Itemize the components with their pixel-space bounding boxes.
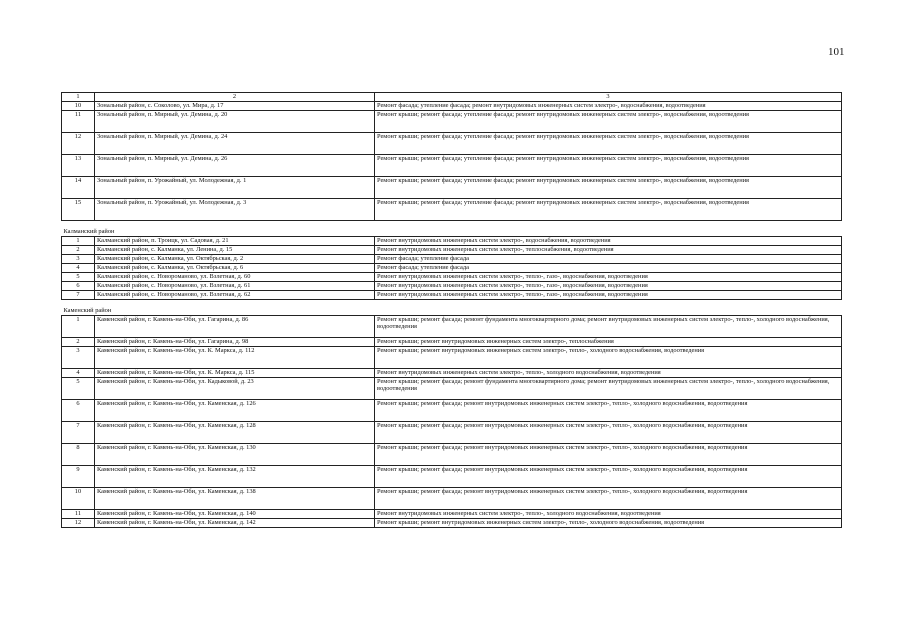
table-row [62, 281, 842, 290]
row-address: Зональный район, п. Мирный, ул. Демина, д. 26 [95, 154, 375, 176]
row-works: Ремонт внутридомовых инженерных систем электро-, водоснабжения, водоотведения [375, 236, 842, 245]
row-address: Зональный район, п. Мирный, ул. Демина, д. 20 [95, 110, 375, 132]
row-number: 2 [62, 337, 95, 346]
row-number: 11 [62, 110, 95, 132]
row-address: Каменский район, г. Камень-на-Оби, ул. Каменская, д. 132 [95, 465, 375, 487]
works-table-body [62, 93, 842, 528]
table-row [62, 132, 842, 154]
row-address: Каменский район, г. Камень-на-Оби, ул. Гагарина, д. 98 [95, 337, 375, 346]
row-works: Ремонт крыши; ремонт фасада; утепление фасада; ремонт внутридомовых инженерных систем электро-, водоснабжения, водоотведения [375, 132, 842, 154]
row-address: Зональный район, с. Соколово, ул. Мира, д. 17 [95, 101, 375, 110]
row-works: Ремонт фасада; утепление фасада; ремонт внутридомовых инженерных систем электро-, водоснабжения, водоотведения [375, 101, 842, 110]
row-works: Ремонт внутридомовых инженерных систем электро-, тепло-, холодного водоснабжения, водоотведения [375, 509, 842, 518]
row-address: Каменский район, г. Камень-на-Оби, ул. Каменская, д. 128 [95, 421, 375, 443]
row-number: 9 [62, 465, 95, 487]
row-number: 6 [62, 281, 95, 290]
table-row [62, 290, 842, 299]
row-number: 8 [62, 443, 95, 465]
table-row [62, 110, 842, 132]
table-row [62, 443, 842, 465]
row-address: Калманский район, с. Калманка, ул. Ленина, д. 15 [95, 245, 375, 254]
row-works: Ремонт крыши; ремонт фасада; ремонт внутридомовых инженерных систем электро-, тепло-, холодного водоснабжения, водоотведения [375, 421, 842, 443]
row-address: Каменский район, г. Камень-на-Оби, ул. Каменская, д. 138 [95, 487, 375, 509]
row-number: 11 [62, 509, 95, 518]
table-row [62, 315, 842, 337]
table-row [62, 518, 842, 527]
row-number: 3 [62, 346, 95, 368]
row-address: Калманский район, с. Новороманово, ул. Взлетная, д. 61 [95, 281, 375, 290]
row-number: 5 [62, 272, 95, 281]
table-row [62, 263, 842, 272]
row-works: Ремонт крыши; ремонт фасада; ремонт фундамента многоквартирного дома; ремонт внутридомовых инженерных систем электро-, тепло-, холодного водоснабжения, водоотведения [375, 315, 842, 337]
row-works: Ремонт крыши; ремонт внутридомовых инженерных систем электро-, теплоснабжения [375, 337, 842, 346]
row-number: 13 [62, 154, 95, 176]
section-title: Каменский район [62, 299, 842, 315]
row-address: Каменский район, г. Камень-на-Оби, ул. Каменская, д. 130 [95, 443, 375, 465]
row-works: Ремонт фасада; утепление фасада [375, 263, 842, 272]
row-address: Каменский район, г. Камень-на-Оби, ул. К. Маркса, д. 112 [95, 346, 375, 368]
row-address: Каменский район, г. Камень-на-Оби, ул. Гагарина, д. 86 [95, 315, 375, 337]
row-number: 7 [62, 290, 95, 299]
row-number: 2 [62, 245, 95, 254]
table-row [62, 509, 842, 518]
row-works: Ремонт крыши; ремонт фасада; ремонт внутридомовых инженерных систем электро-, тепло-, холодного водоснабжения, водоотведения [375, 443, 842, 465]
table-row [62, 272, 842, 281]
header-col-3: 3 [375, 93, 842, 102]
row-number: 12 [62, 518, 95, 527]
row-number: 4 [62, 368, 95, 377]
table-row [62, 421, 842, 443]
row-number: 15 [62, 198, 95, 220]
row-number: 4 [62, 263, 95, 272]
row-works: Ремонт крыши; ремонт фасада; ремонт фундамента многоквартирного дома; ремонт внутридомовых инженерных систем электро-, тепло-, холодного водоснабжения, водоотведения [375, 377, 842, 399]
row-works: Ремонт крыши; ремонт фасада; ремонт внутридомовых инженерных систем электро-, тепло-, холодного водоснабжения, водоотведения [375, 465, 842, 487]
row-address: Каменский район, г. Камень-на-Оби, ул. Каменская, д. 126 [95, 399, 375, 421]
row-works: Ремонт фасада; утепление фасада [375, 254, 842, 263]
row-works: Ремонт крыши; ремонт фасада; ремонт внутридомовых инженерных систем электро-, тепло-, холодного водоснабжения, водоотведения [375, 487, 842, 509]
row-works: Ремонт крыши; ремонт внутридомовых инженерных систем электро-, тепло-, холодного водоснабжения, водоотведения [375, 346, 842, 368]
row-number: 6 [62, 399, 95, 421]
row-works: Ремонт внутридомовых инженерных систем электро-, тепло-, газо-, водоснабжения, водоотведения [375, 281, 842, 290]
row-works: Ремонт внутридомовых инженерных систем электро-, тепло-, газо-, водоснабжения, водоотведения [375, 290, 842, 299]
works-table [61, 92, 842, 528]
header-col-1: 1 [62, 93, 95, 102]
row-works: Ремонт внутридомовых инженерных систем электро-, тепло-, газо-, водоснабжения, водоотведения [375, 272, 842, 281]
table-row [62, 245, 842, 254]
section-header-row [62, 220, 842, 236]
table-row [62, 399, 842, 421]
section-title: Калманский район [62, 220, 842, 236]
row-number: 1 [62, 236, 95, 245]
row-address: Калманский район, с. Калманка, ул. Октябрьская, д. 6 [95, 263, 375, 272]
row-number: 10 [62, 487, 95, 509]
table-row [62, 465, 842, 487]
table-row [62, 337, 842, 346]
row-address: Калманский район, п. Троицк, ул. Садовая, д. 21 [95, 236, 375, 245]
row-number: 10 [62, 101, 95, 110]
row-works: Ремонт крыши; ремонт фасада; утепление фасада; ремонт внутридомовых инженерных систем электро-, водоснабжения, водоотведения [375, 110, 842, 132]
table-row [62, 368, 842, 377]
table-row [62, 198, 842, 220]
header-col-2: 2 [95, 93, 375, 102]
row-address: Зональный район, п. Урожайный, ул. Молодежная, д. 1 [95, 176, 375, 198]
row-number: 5 [62, 377, 95, 399]
page-number: 101 [828, 46, 845, 58]
row-address: Каменский район, г. Камень-на-Оби, ул. Каменская, д. 142 [95, 518, 375, 527]
row-works: Ремонт крыши; ремонт фасада; утепление фасада; ремонт внутридомовых инженерных систем электро-, водоснабжения, водоотведения [375, 154, 842, 176]
row-address: Калманский район, с. Калманка, ул. Октябрьская, д. 2 [95, 254, 375, 263]
row-works: Ремонт крыши; ремонт фасада; ремонт внутридомовых инженерных систем электро-, тепло-, холодного водоснабжения, водоотведения [375, 399, 842, 421]
table-row [62, 236, 842, 245]
row-address: Каменский район, г. Камень-на-Оби, ул. Кадыковой, д. 23 [95, 377, 375, 399]
row-number: 7 [62, 421, 95, 443]
row-works: Ремонт крыши; ремонт внутридомовых инженерных систем электро-, тепло-, холодного водоснабжения, водоотведения [375, 518, 842, 527]
table-row [62, 377, 842, 399]
row-address: Зональный район, п. Мирный, ул. Демина, д. 24 [95, 132, 375, 154]
row-works: Ремонт внутридомовых инженерных систем электро-, теплоснабжения, водоотведения [375, 245, 842, 254]
row-address: Калманский район, с. Новороманово, ул. Взлетная, д. 60 [95, 272, 375, 281]
row-address: Калманский район, с. Новороманово, ул. Взлетная, д. 62 [95, 290, 375, 299]
table-row [62, 154, 842, 176]
row-address: Каменский район, г. Камень-на-Оби, ул. К. Маркса, д. 115 [95, 368, 375, 377]
row-address: Каменский район, г. Камень-на-Оби, ул. Каменская, д. 140 [95, 509, 375, 518]
row-address: Зональный район, п. Урожайный, ул. Молодежная, д. 3 [95, 198, 375, 220]
table-row [62, 346, 842, 368]
table-row [62, 101, 842, 110]
row-number: 3 [62, 254, 95, 263]
row-works: Ремонт крыши; ремонт фасада; утепление фасада; ремонт внутридомовых инженерных систем электро-, водоснабжения, водоотведения [375, 198, 842, 220]
row-number: 12 [62, 132, 95, 154]
table-row [62, 487, 842, 509]
row-number: 14 [62, 176, 95, 198]
table-row [62, 254, 842, 263]
table-row [62, 176, 842, 198]
row-works: Ремонт внутридомовых инженерных систем электро-, тепло-, холодного водоснабжения, водоотведения [375, 368, 842, 377]
table-header-row [62, 93, 842, 102]
row-number: 1 [62, 315, 95, 337]
row-works: Ремонт крыши; ремонт фасада; утепление фасада; ремонт внутридомовых инженерных систем электро-, водоснабжения, водоотведения [375, 176, 842, 198]
section-header-row [62, 299, 842, 315]
